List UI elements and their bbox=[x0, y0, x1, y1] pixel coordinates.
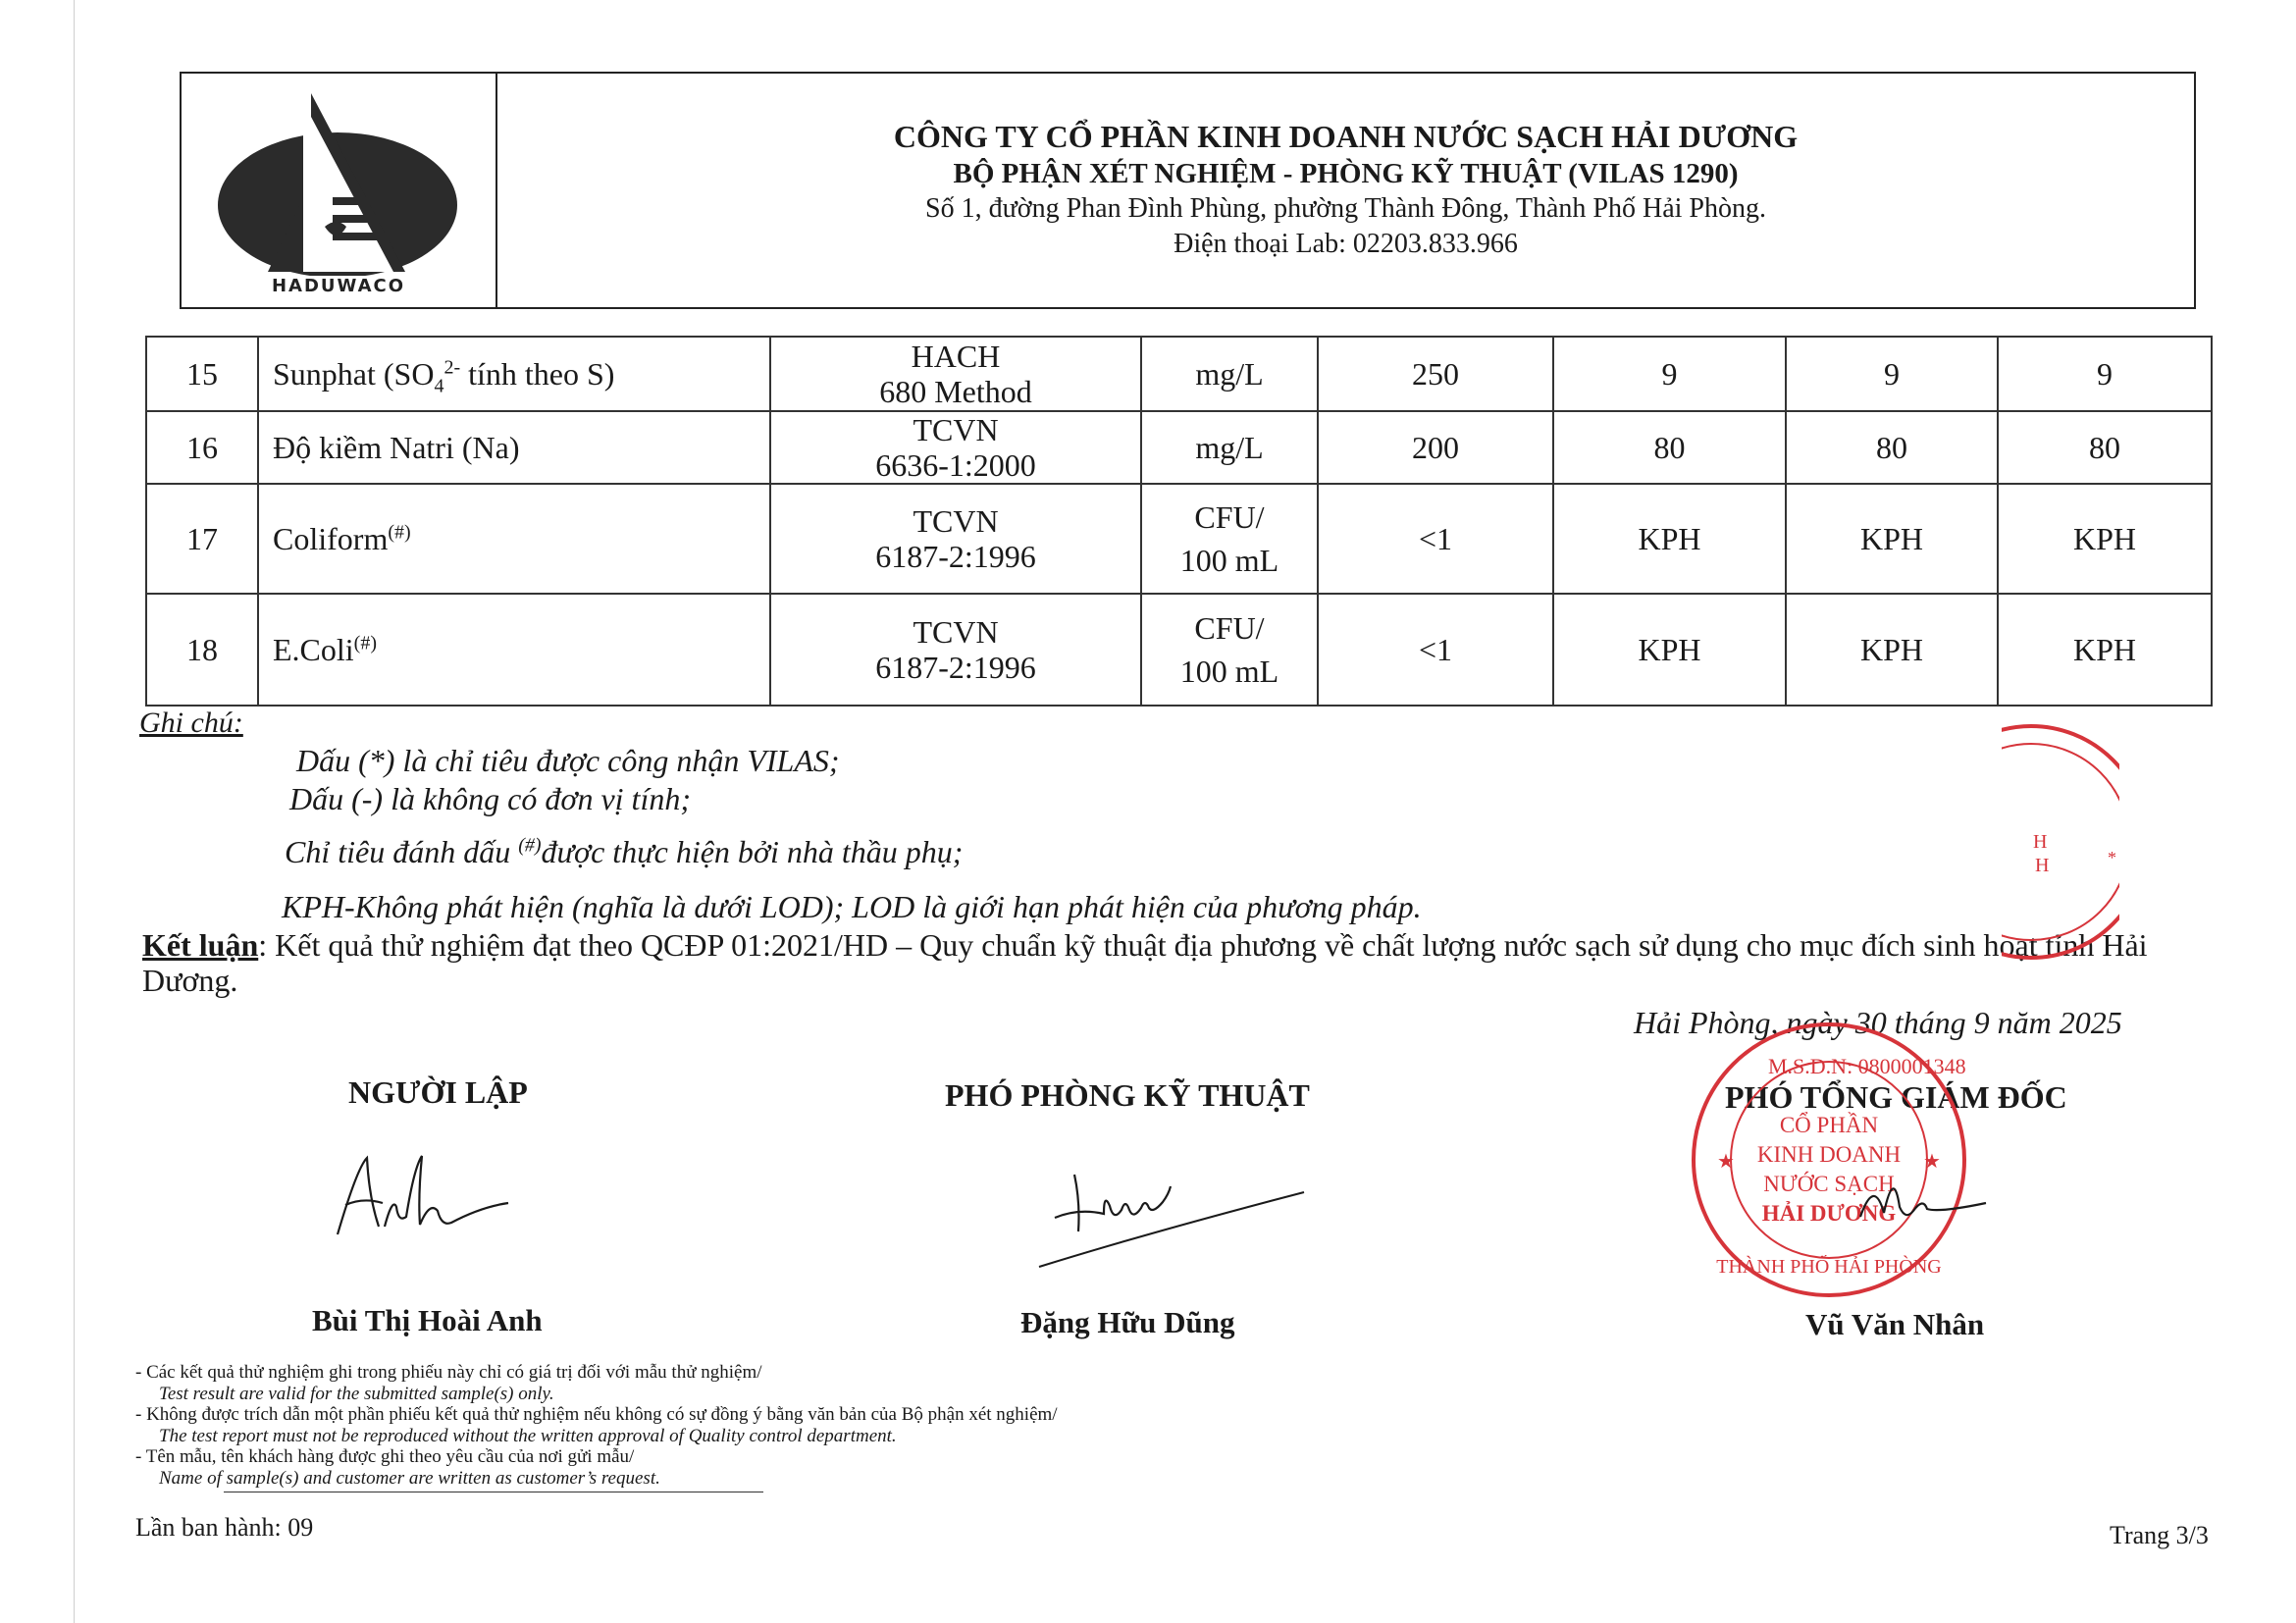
note-vilas: Dấu (*) là chỉ tiêu được công nhận VILAS; bbox=[296, 743, 840, 778]
result-3: KPH bbox=[1998, 594, 2212, 706]
stamp-code: M.S.D.N: 0800001348 bbox=[1768, 1054, 1966, 1078]
deputy-head-signature-icon bbox=[1035, 1163, 1310, 1271]
conclusion bbox=[142, 927, 2213, 998]
unit: CFU/ 100 mL bbox=[1141, 484, 1318, 594]
table-row bbox=[146, 594, 2212, 706]
limit-value: 200 bbox=[1318, 411, 1553, 484]
row-number: 15 bbox=[146, 337, 258, 411]
row-number: 17 bbox=[146, 484, 258, 594]
company-name: CÔNG TY CỔ PHẦN KINH DOANH NƯỚC SẠCH HẢI DƯƠNG bbox=[893, 119, 1799, 154]
deputy-director-name: Vũ Văn Nhân bbox=[1805, 1307, 1985, 1341]
date-line: Hải Phòng, ngày 30 tháng 9 năm 2025 bbox=[1634, 1005, 2122, 1040]
result-2: 9 bbox=[1786, 337, 1998, 411]
deputy-director-title: PHÓ TỔNG GIÁM ĐỐC bbox=[1725, 1079, 2067, 1115]
director-signature-icon bbox=[1854, 1158, 1992, 1236]
results-table bbox=[145, 336, 2213, 707]
result-1: 9 bbox=[1553, 337, 1786, 411]
haduwaco-logo-icon bbox=[209, 79, 466, 276]
result-3: 9 bbox=[1998, 337, 2212, 411]
svg-text:H: H bbox=[2033, 831, 2048, 853]
edition-number: Lần ban hành: 09 bbox=[135, 1513, 314, 1542]
test-method: TCVN 6636-1:2000 bbox=[770, 411, 1141, 484]
preparer-title: NGƯỜI LẬP bbox=[348, 1074, 528, 1110]
result-2: KPH bbox=[1786, 484, 1998, 594]
parameter-name: Sunphat ($SO_4^{2-}$ tính theo S) bbox=[258, 337, 770, 411]
table-row bbox=[146, 337, 2212, 411]
stamp-center-text: CỔ PHẦN KINH DOANH NƯỚC SẠCH HẢI DƯƠNG bbox=[1756, 1113, 1902, 1226]
conclusion-label: Kết luận bbox=[142, 927, 259, 963]
logo bbox=[182, 74, 497, 307]
notes-title: Ghi chú: bbox=[139, 707, 243, 739]
limit-value: <1 bbox=[1318, 484, 1553, 594]
result-2: KPH bbox=[1786, 594, 1998, 706]
company-info bbox=[497, 117, 2194, 262]
test-method: TCVN 6187-2:1996 bbox=[770, 594, 1141, 706]
result-3: KPH bbox=[1998, 484, 2212, 594]
unit: mg/L bbox=[1141, 411, 1318, 484]
deputy-head-title: PHÓ PHÒNG KỸ THUẬT bbox=[945, 1077, 1310, 1113]
result-1: KPH bbox=[1553, 594, 1786, 706]
preparer-name: Bùi Thị Hoài Anh bbox=[312, 1303, 543, 1337]
row-number: 18 bbox=[146, 594, 258, 706]
limit-value: 250 bbox=[1318, 337, 1553, 411]
test-method: TCVN 6187-2:1996 bbox=[770, 484, 1141, 594]
conclusion-text: : Kết quả thử nghiệm đạt theo QCĐP 01:2021/HD – Quy chuẩn kỹ thuật địa phương về chất lượng nước sạch sử dụng cho mục đích sinh hoạt tỉnh Hải Dương. bbox=[142, 927, 2148, 998]
result-1: KPH bbox=[1553, 484, 1786, 594]
page-number: Trang 3/3 bbox=[2110, 1521, 2209, 1549]
logo-text: HADUWACO bbox=[271, 276, 406, 296]
parameter-name: E.Coli(#) bbox=[258, 594, 770, 706]
parameter-name: Coliform(#) bbox=[258, 484, 770, 594]
letterhead bbox=[180, 72, 2196, 309]
row-number: 16 bbox=[146, 411, 258, 484]
deputy-head-name: Đặng Hữu Dũng bbox=[1020, 1305, 1235, 1339]
result-1: 80 bbox=[1553, 411, 1786, 484]
note-kph: KPH-Không phát hiện (nghĩa là dưới LOD); LOD là giới hạn phát hiện của phương pháp. bbox=[282, 889, 1422, 924]
svg-text:*: * bbox=[2108, 848, 2116, 867]
note-no-unit: Dấu (-) là không có đơn vị tính; bbox=[289, 781, 691, 816]
unit: CFU/ 100 mL bbox=[1141, 594, 1318, 706]
lab-phone: Điện thoại Lab: 02203.833.966 bbox=[1174, 229, 1518, 259]
parameter-name: Độ kiềm Natri (Na) bbox=[258, 411, 770, 484]
preparer-signature-icon bbox=[324, 1148, 520, 1246]
table-row bbox=[146, 484, 2212, 594]
table-row bbox=[146, 411, 2212, 484]
result-3: 80 bbox=[1998, 411, 2212, 484]
svg-text:★: ★ bbox=[1717, 1151, 1735, 1173]
result-2: 80 bbox=[1786, 411, 1998, 484]
department-name: BỘ PHẬN XÉT NGHIỆM - PHÒNG KỸ THUẬT (VILAS 1290) bbox=[953, 158, 1739, 189]
company-address: Số 1, đường Phan Đình Phùng, phường Thành Đông, Thành Phố Hải Phòng. bbox=[925, 193, 1766, 224]
scan-edge bbox=[74, 0, 75, 1623]
limit-value: <1 bbox=[1318, 594, 1553, 706]
unit: mg/L bbox=[1141, 337, 1318, 411]
test-method: HACH 680 Method bbox=[770, 337, 1141, 411]
note-subcontractor: Chỉ tiêu đánh dấu (#)được thực hiện bởi nhà thầu phụ; bbox=[285, 834, 964, 869]
partial-stamp-icon bbox=[2002, 714, 2119, 969]
footnotes: - Các kết quả thử nghiệm ghi trong phiếu này chỉ có giá trị đối với mẫu thử nghiệm/ Test result are valid for the submitted sample(s) only. - Không được trích dẫn một phần phiếu kết quả thử nghiệm nếu không có sự đồng ý bằng văn bản của Bộ phận xét nghiệm/ The test report must not be reproduced without the written approval of Quality control department. - Tên mẫu, tên khách hàng được ghi theo yêu cầu của nơi gửi mẫu/ Name of sample(s) and customer are written as customer’s request. bbox=[135, 1362, 1058, 1489]
svg-text:H: H bbox=[2035, 855, 2050, 876]
svg-text:★: ★ bbox=[1923, 1151, 1941, 1173]
stamp-bottom-text: THÀNH PHỐ HẢI PHÒNG bbox=[1716, 1256, 1942, 1278]
